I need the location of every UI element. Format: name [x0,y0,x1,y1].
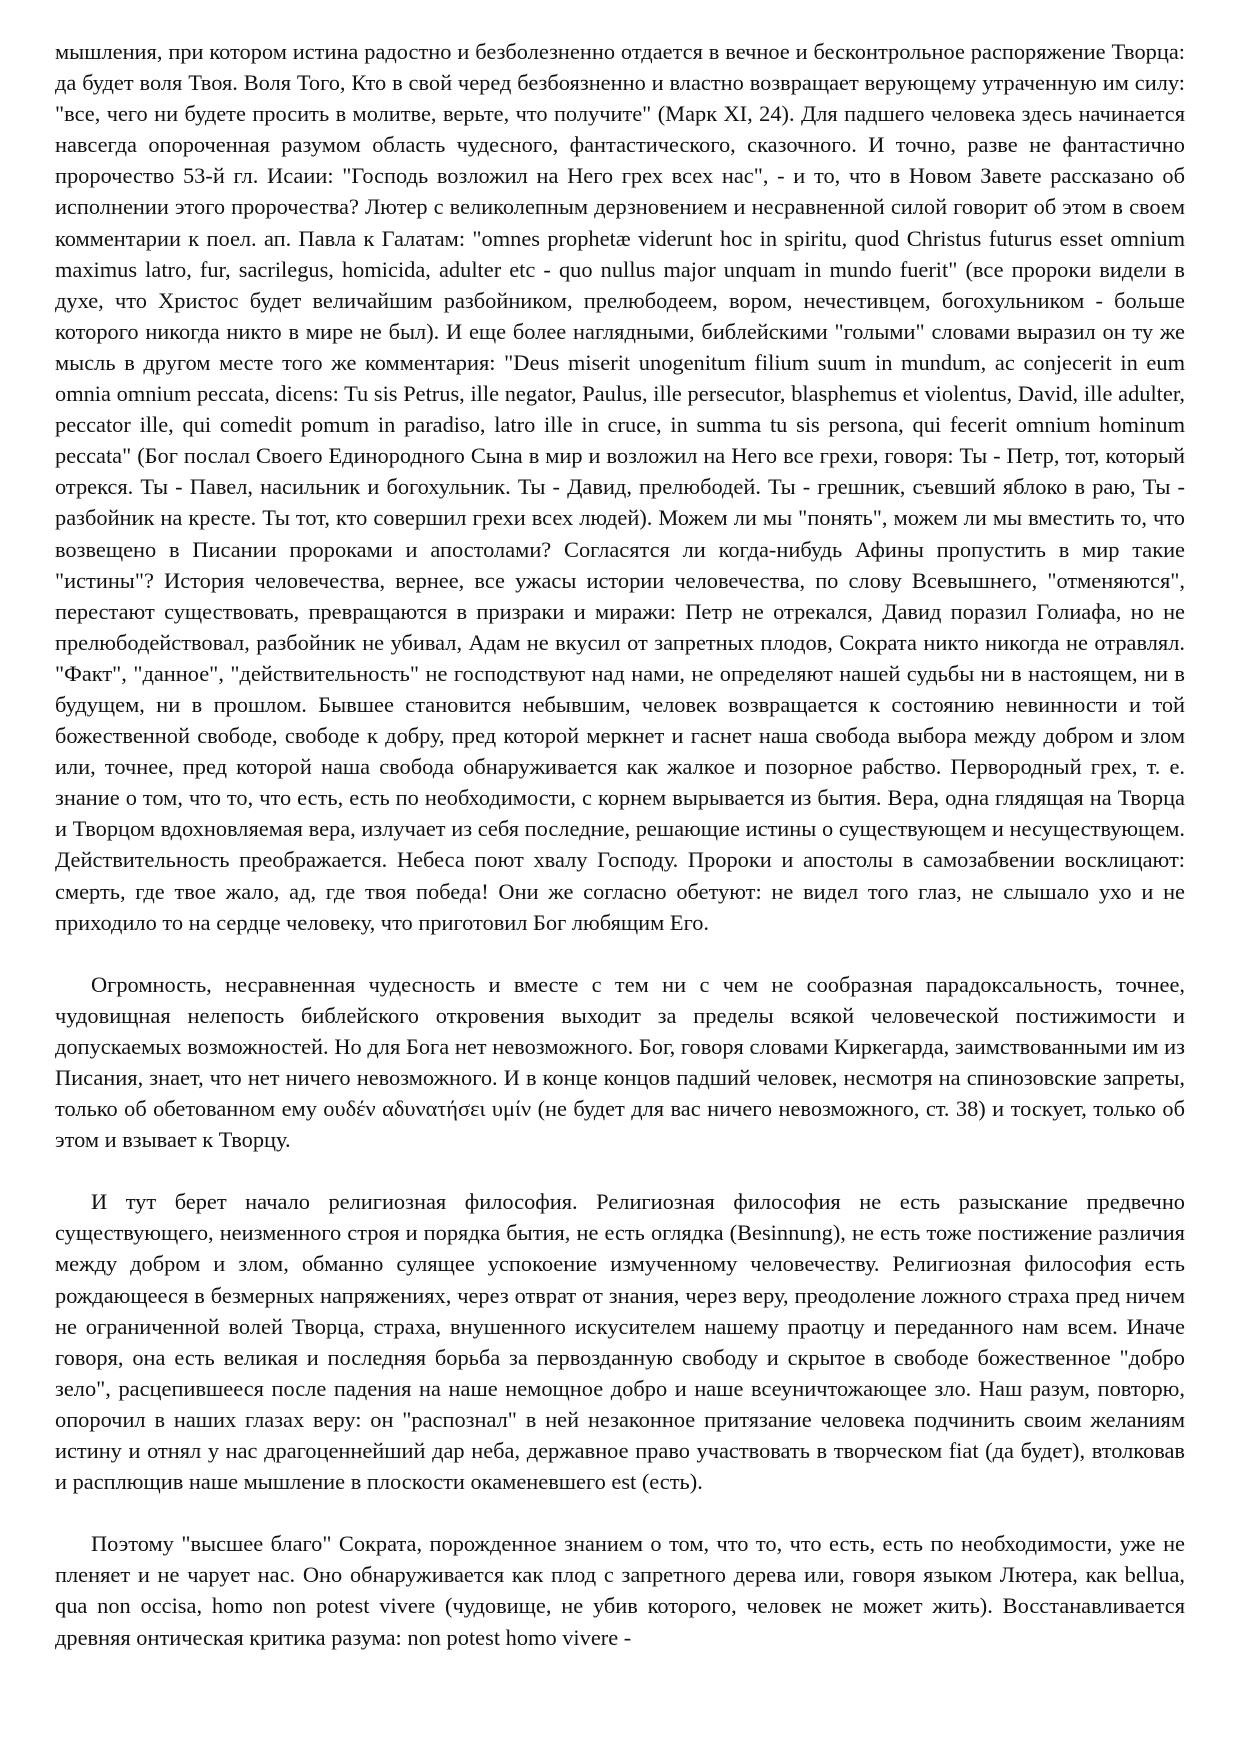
document-page [55,36,1185,1653]
paragraph-1: мышления, при котором истина радостно и безболезненно отдается в вечное и бесконтрольное распоряжение Творца: да будет воля Твоя. Воля Того, Кто в свой черед безбоязненно и властно возвращает верующему утраченную им силу: "все, чего ни будете просить в молитве, верьте, что получите" (Марк XI, 24). Для падшего человека здесь начинается навсегда опороченная разумом область чудесного, фантастического, сказочного. И точно, разве не фантастично пророчество 53-й гл. Исаии: "Господь возложил на Него грех всех нас", - и то, что в Новом Завете рассказано об исполнении этого пророчества? Лютер с великолепным дерзновением и несравненной силой говорит об этом в своем комментарии к поел. ап. Павла к Галатам: "omnes prophetæ viderunt hoc in spiritu, quod Christus futurus esset omnium maximus latro, fur, sacrilegus, homicida, adulter etc - quo nullus major unquam in mundo fuerit" (все пророки видели в духе, что Христос будет величайшим разбойником, прелюбодеем, вором, нечестивцем, богохульником - больше которого никогда никто в мире не был). И еще более наглядными, библейскими "голыми" словами выразил он ту же мысль в другом месте того же комментария: "Deus miserit unogenitum filium suum in mundum, ac conjecerit in eum omnia omnium peccata, dicens: Tu sis Petrus, ille negator, Paulus, ille persecutor, blasphemus et violentus, David, ille adulter, peccator ille, qui comedit pomum in paradiso, latro ille in cruce, in summa tu sis persona, qui fecerit omnium hominum peccata" (Бог послал Своего Единородного Сына в мир и возложил на Него все грехи, говоря: Ты - Петр, тот, который отрекся. Ты - Павел, насильник и богохульник. Ты - Давид, прелюбодей. Ты - грешник, съевший яблоко в раю, Ты - разбойник на кресте. Ты тот, кто совершил грехи всех людей). Можем ли мы "понять", можем ли мы вместить то, что возвещено в Писании пророками и апостолами? Согласятся ли когда-нибудь Афины пропустить в мир такие "истины"? История человечества, вернее, все ужасы истории человечества, по слову Всевышнего, "отменяются", перестают существовать, превращаются в призраки и миражи: Петр не отрекался, Давид поразил Голиафа, но не прелюбодействовал, разбойник не убивал, Адам не вкусил от запретных плодов, Сократа никто никогда не отравлял. "Факт", "данное", "действительность" не господствуют над нами, не определяют нашей судьбы ни в настоящем, ни в будущем, ни в прошлом. Бывшее становится небывшим, человек возвращается к состоянию невинности и той божественной свободе, свободе к добру, пред которой меркнет и гаснет наша свобода выбора между добром и злом или, точнее, пред которой наша свобода обнаруживается как жалкое и позорное рабство. Первородный грех, т. е. знание о том, что то, что есть, есть по необходимости, с корнем вырывается из бытия. Вера, одна глядящая на Творца и Творцом вдохновляемая вера, излучает из себя последние, решающие истины о существующем и несуществующем. Действительность преображается. Небеса поют хвалу Господу. Пророки и апостолы в самозабвении восклицают: смерть, где твое жало, ад, где твоя победа! Они же согласно обетуют: не видел того глаз, не слышало ухо и не приходило то на сердце человеку, что приготовил Бог любящим Его. [55,39,1185,935]
paragraph-3: И тут берет начало религиозная философия. Религиозная философия не есть разыскание предвечно существующего, неизменного строя и порядка бытия, не есть оглядка (Besinnung), не есть тоже постижение различия между добром и злом, обманно сулящее успокоение измученному человечеству. Религиозная философия есть рождающееся в безмерных напряжениях, через отврат от знания, через веру, преодоление ложного страха пред ничем не ограниченной волей Творца, страха, внушенного искусителем нашему праотцу и переданного нам всем. Иначе говоря, она есть великая и последняя борьба за первозданную свободу и скрытое в свободе божественное "добро зело", расцепившееся после падения на наше немощное добро и наше всеуничтожающее зло. Наш разум, повторю, опорочил в наших глазах веру: он "распознал" в ней незаконное притязание человека подчинить своим желаниям истину и отнял у нас драгоценнейший дар неба, державное право участвовать в творческом fiat (да будет), втолковав и расплющив наше мышление в плоскости окаменевшего est (есть). [55,1189,1185,1495]
paragraph-2: Огромность, несравненная чудесность и вместе с тем ни с чем не сообразная парадоксальность, точнее, чудовищная нелепость библейского откровения выходит за пределы всякой человеческой постижимости и допускаемых возможностей. Но для Бога нет невозможного. Бог, говоря словами Киркегарда, заимствованными им из Писания, знает, что нет ничего невозможного. И в конце концов падший человек, несмотря на спинозовские запреты, только об обетованном ему ουδέν αδυνατήσει υμίν (не будет для вас ничего невозможного, ст. 38) и тоскует, только об этом и взывает к Творцу. [55,971,1185,1153]
paragraph-4: Поэтому "высшее благо" Сократа, порожденное знанием о том, что то, что есть, есть по необходимости, уже не пленяет и не чарует нас. Оно обнаруживается как плод с запретного дерева или, говоря языком Лютера, как bellua, qua non occisa, homo non potest vivere (чудовище, не убив которого, человек не может жить). Восстанавливается древняя онтическая критика разума: non potest homo vivere - [55,1531,1185,1650]
